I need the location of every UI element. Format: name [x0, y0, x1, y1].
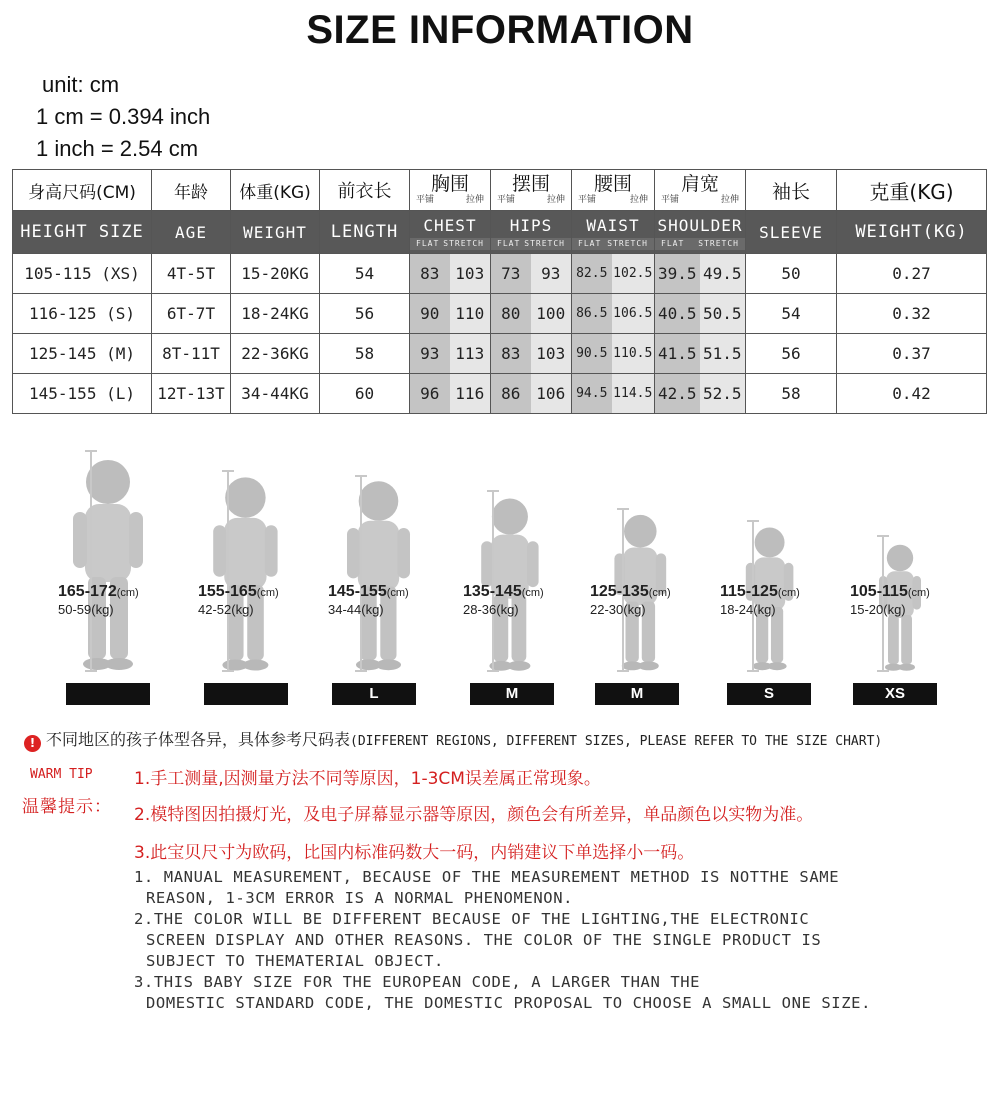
height-ruler: [227, 470, 229, 672]
table-row: [13, 374, 987, 414]
cm-to-inch: 1 cm = 0.394 inch: [36, 104, 211, 129]
warm-tip-label-zh: 温馨提示：: [22, 797, 112, 817]
header-weightkg-zh: 克重(KG): [837, 170, 987, 211]
cell-hips-flat: 80: [491, 294, 531, 334]
size-bar: M: [470, 683, 554, 705]
cell-size: 125-145 (M): [13, 334, 152, 374]
tip-en-line-3: 2.THE COLOR WILL BE DIFFERENT BECAUSE OF THE LIGHTING,THE ELECTRONIC: [134, 910, 810, 928]
figure-weight-label: 22-30(kg): [590, 602, 646, 617]
stretch-zh-label: 拉伸: [629, 195, 648, 205]
flat-zh-label: 平铺: [497, 195, 516, 205]
tip-en-line-1: 1. MANUAL MEASUREMENT, BECAUSE OF THE MEASUREMENT METHOD IS NOTTHE SAME: [134, 868, 840, 886]
cell-age: 12T-13T: [152, 374, 231, 414]
stretch-zh-label: 拉伸: [546, 195, 565, 205]
cell-chest-stretch: 113: [450, 334, 491, 374]
tip-zh-2: 2.模特图因拍摄灯光，及电子屏幕显示器等原因，颜色会有所差异，单品颜色以实物为准。: [134, 805, 814, 825]
figure-height-unit: (cm): [777, 587, 800, 599]
cell-chest-flat: 83: [410, 254, 450, 294]
shoulder-en-label: SHOULDER: [657, 216, 743, 235]
figure-height-label: [720, 583, 800, 601]
cell-shoulder-stretch: 51.5: [700, 334, 746, 374]
flat-en-label: FLAT: [497, 239, 521, 248]
cell-size: 116-125 (S): [13, 294, 152, 334]
cell-shoulder-stretch: 52.5: [700, 374, 746, 414]
figure-height-unit: (cm): [256, 587, 279, 599]
cell-sleeve: 58: [746, 374, 837, 414]
cell-weight-kg: 0.37: [837, 334, 987, 374]
cell-age: 8T-11T: [152, 334, 231, 374]
header-shoulder-zh: [655, 170, 746, 211]
cell-shoulder-flat: 41.5: [655, 334, 700, 374]
cell-weight: 15-20KG: [231, 254, 320, 294]
notice-zh: 不同地区的孩子体型各异，具体参考尺码表: [46, 730, 351, 749]
hips-zh-label: 摆围: [511, 173, 550, 195]
figure-height-value: 165-172: [58, 583, 117, 600]
cell-shoulder-stretch: 50.5: [700, 294, 746, 334]
size-bar: [204, 683, 288, 705]
cell-weight: 18-24KG: [231, 294, 320, 334]
figure-height-value: 105-115: [850, 583, 908, 600]
cell-waist-flat: 82.5: [572, 254, 612, 294]
size-notice: [24, 727, 882, 752]
cell-sleeve: 56: [746, 334, 837, 374]
size-bar: S: [727, 683, 811, 705]
cell-length: 54: [320, 254, 410, 294]
header-chest-en: [410, 211, 491, 254]
flat-en-label: FLAT: [661, 239, 685, 248]
header-weight-zh: 体重(KG): [231, 170, 320, 211]
table-row: [13, 254, 987, 294]
cell-sleeve: 50: [746, 254, 837, 294]
inch-to-cm: 1 inch = 2.54 cm: [36, 136, 199, 161]
figure-height-value: 125-135: [590, 583, 649, 600]
figure-height-unit: (cm): [907, 587, 930, 599]
figure-height-unit: (cm): [116, 587, 139, 599]
header-length-en: LENGTH: [320, 211, 410, 254]
cell-chest-flat: 90: [410, 294, 450, 334]
figure-weight-label: 42-52(kg): [198, 602, 254, 617]
flat-zh-label: 平铺: [661, 195, 680, 205]
cell-age: 4T-5T: [152, 254, 231, 294]
cell-length: 58: [320, 334, 410, 374]
tip-en-line-5: SUBJECT TO THEMATERIAL OBJECT.: [146, 952, 444, 970]
header-age-zh: 年龄: [152, 170, 231, 211]
chest-en-label: CHEST: [423, 216, 477, 235]
header-sleeve-en: SLEEVE: [746, 211, 837, 254]
cell-shoulder-stretch: 49.5: [700, 254, 746, 294]
figure-weight-label: 50-59(kg): [58, 602, 114, 617]
cell-hips-stretch: 106: [531, 374, 572, 414]
figure-height-value: 145-155: [328, 583, 387, 600]
child-figure: [338, 474, 419, 676]
waist-zh-label: 腰围: [593, 173, 632, 195]
height-ruler: [492, 490, 494, 672]
header-row-en: [13, 211, 987, 254]
hips-en-label: HIPS: [509, 216, 553, 235]
tip-en-line-4: SCREEN DISPLAY AND OTHER REASONS. THE COLOR OF THE SINGLE PRODUCT IS: [146, 931, 822, 949]
cell-waist-flat: 86.5: [572, 294, 612, 334]
header-hips-zh: [491, 170, 572, 211]
figure-height-unit: (cm): [648, 587, 671, 599]
waist-en-label: WAIST: [586, 216, 640, 235]
header-hips-en: [491, 211, 572, 254]
flat-zh-label: 平铺: [416, 195, 435, 205]
table-row: [13, 294, 987, 334]
tip-en-line-6: 3.THIS BABY SIZE FOR THE EUROPEAN CODE, A LARGER THAN THE: [134, 973, 701, 991]
cell-chest-flat: 93: [410, 334, 450, 374]
header-chest-zh: [410, 170, 491, 211]
header-shoulder-en: [655, 211, 746, 254]
warm-tip-label-en: WARM TIP: [30, 767, 93, 782]
cell-weight: 22-36KG: [231, 334, 320, 374]
header-height-size-zh: 身高尺码(CM): [13, 170, 152, 211]
cell-age: 6T-7T: [152, 294, 231, 334]
child-figure: [204, 470, 287, 676]
stretch-en-label: STRETCH: [698, 239, 739, 248]
stretch-en-label: STRETCH: [443, 239, 484, 248]
cell-length: 56: [320, 294, 410, 334]
cell-hips-flat: 73: [491, 254, 531, 294]
shoulder-zh-label: 肩宽: [680, 173, 719, 195]
flat-zh-label: 平铺: [578, 195, 597, 205]
cell-shoulder-flat: 39.5: [655, 254, 700, 294]
cell-chest-flat: 96: [410, 374, 450, 414]
cell-weight: 34-44KG: [231, 374, 320, 414]
header-weightkg-en: WEIGHT(KG): [837, 211, 987, 254]
header-length-zh: 前衣长: [320, 170, 410, 211]
figure-weight-label: 15-20(kg): [850, 602, 906, 617]
figure-height-label: [328, 583, 409, 601]
figure-height-value: 135-145: [463, 583, 522, 600]
header-row-zh: [13, 170, 987, 211]
header-sleeve-zh: 袖长: [746, 170, 837, 211]
cell-hips-stretch: 100: [531, 294, 572, 334]
table-body: [13, 254, 987, 414]
figure-weight-label: 18-24(kg): [720, 602, 776, 617]
chest-zh-label: 胸围: [430, 173, 469, 195]
cell-hips-flat: 83: [491, 334, 531, 374]
size-bar: XS: [853, 683, 937, 705]
cell-waist-stretch: 114.5: [612, 374, 655, 414]
figure-height-unit: (cm): [521, 587, 544, 599]
figure-height-unit: (cm): [386, 587, 409, 599]
tip-en-line-7: DOMESTIC STANDARD CODE, THE DOMESTIC PROPOSAL TO CHOOSE A SMALL ONE SIZE.: [146, 994, 872, 1012]
figure-height-value: 115-125: [720, 583, 778, 600]
figure-height-label: [58, 583, 139, 601]
stretch-en-label: STRETCH: [607, 239, 648, 248]
cell-weight-kg: 0.27: [837, 254, 987, 294]
tip-en-line-2: REASON, 1-3CM ERROR IS A NORMAL PHENOMENON.: [146, 889, 574, 907]
cell-sleeve: 54: [746, 294, 837, 334]
cell-weight-kg: 0.42: [837, 374, 987, 414]
figure-height-label: [463, 583, 544, 601]
cell-waist-stretch: 106.5: [612, 294, 655, 334]
header-height-size-en: HEIGHT SIZE: [13, 211, 152, 254]
header-waist-zh: [572, 170, 655, 211]
cell-hips-flat: 86: [491, 374, 531, 414]
cell-hips-stretch: 93: [531, 254, 572, 294]
size-bar: [66, 683, 150, 705]
notice-en: (DIFFERENT REGIONS, DIFFERENT SIZES, PLEASE REFER TO THE SIZE CHART): [350, 734, 883, 749]
cell-waist-stretch: 110.5: [612, 334, 655, 374]
cell-chest-stretch: 116: [450, 374, 491, 414]
figure-height-label: [850, 583, 930, 601]
flat-en-label: FLAT: [416, 239, 440, 248]
figure-height-value: 155-165: [198, 583, 257, 600]
height-ruler: [90, 450, 92, 672]
figure-weight-label: 34-44(kg): [328, 602, 384, 617]
cell-weight-kg: 0.32: [837, 294, 987, 334]
figure-weight-label: 28-36(kg): [463, 602, 519, 617]
stretch-en-label: STRETCH: [524, 239, 565, 248]
stretch-zh-label: 拉伸: [720, 195, 739, 205]
exclamation-icon: !: [24, 735, 41, 752]
size-table: [12, 169, 987, 414]
page-title: SIZE INFORMATION: [306, 8, 694, 52]
unit-label: unit: cm: [42, 72, 120, 97]
tip-zh-3: 3.此宝贝尺寸为欧码，比国内标准码数大一码，内销建议下单选择小一码。: [134, 843, 695, 863]
child-figure: [63, 452, 153, 676]
cell-shoulder-flat: 42.5: [655, 374, 700, 414]
cell-size: 105-115 (XS): [13, 254, 152, 294]
header-weight-en: WEIGHT: [231, 211, 320, 254]
stretch-zh-label: 拉伸: [465, 195, 484, 205]
figure-height-label: [590, 583, 671, 601]
cell-length: 60: [320, 374, 410, 414]
size-bar: L: [332, 683, 416, 705]
cell-hips-stretch: 103: [531, 334, 572, 374]
size-bar: M: [595, 683, 679, 705]
figure-height-label: [198, 583, 279, 601]
cell-waist-flat: 94.5: [572, 374, 612, 414]
tip-zh-1: 1.手工测量,因测量方法不同等原因，1-3CM误差属正常现象。: [134, 769, 601, 789]
header-age-en: AGE: [152, 211, 231, 254]
cell-size: 145-155 (L): [13, 374, 152, 414]
height-ruler: [360, 475, 362, 672]
cell-shoulder-flat: 40.5: [655, 294, 700, 334]
flat-en-label: FLAT: [578, 239, 602, 248]
cell-waist-stretch: 102.5: [612, 254, 655, 294]
cell-waist-flat: 90.5: [572, 334, 612, 374]
cell-chest-stretch: 110: [450, 294, 491, 334]
header-waist-en: [572, 211, 655, 254]
cell-chest-stretch: 103: [450, 254, 491, 294]
table-row: [13, 334, 987, 374]
